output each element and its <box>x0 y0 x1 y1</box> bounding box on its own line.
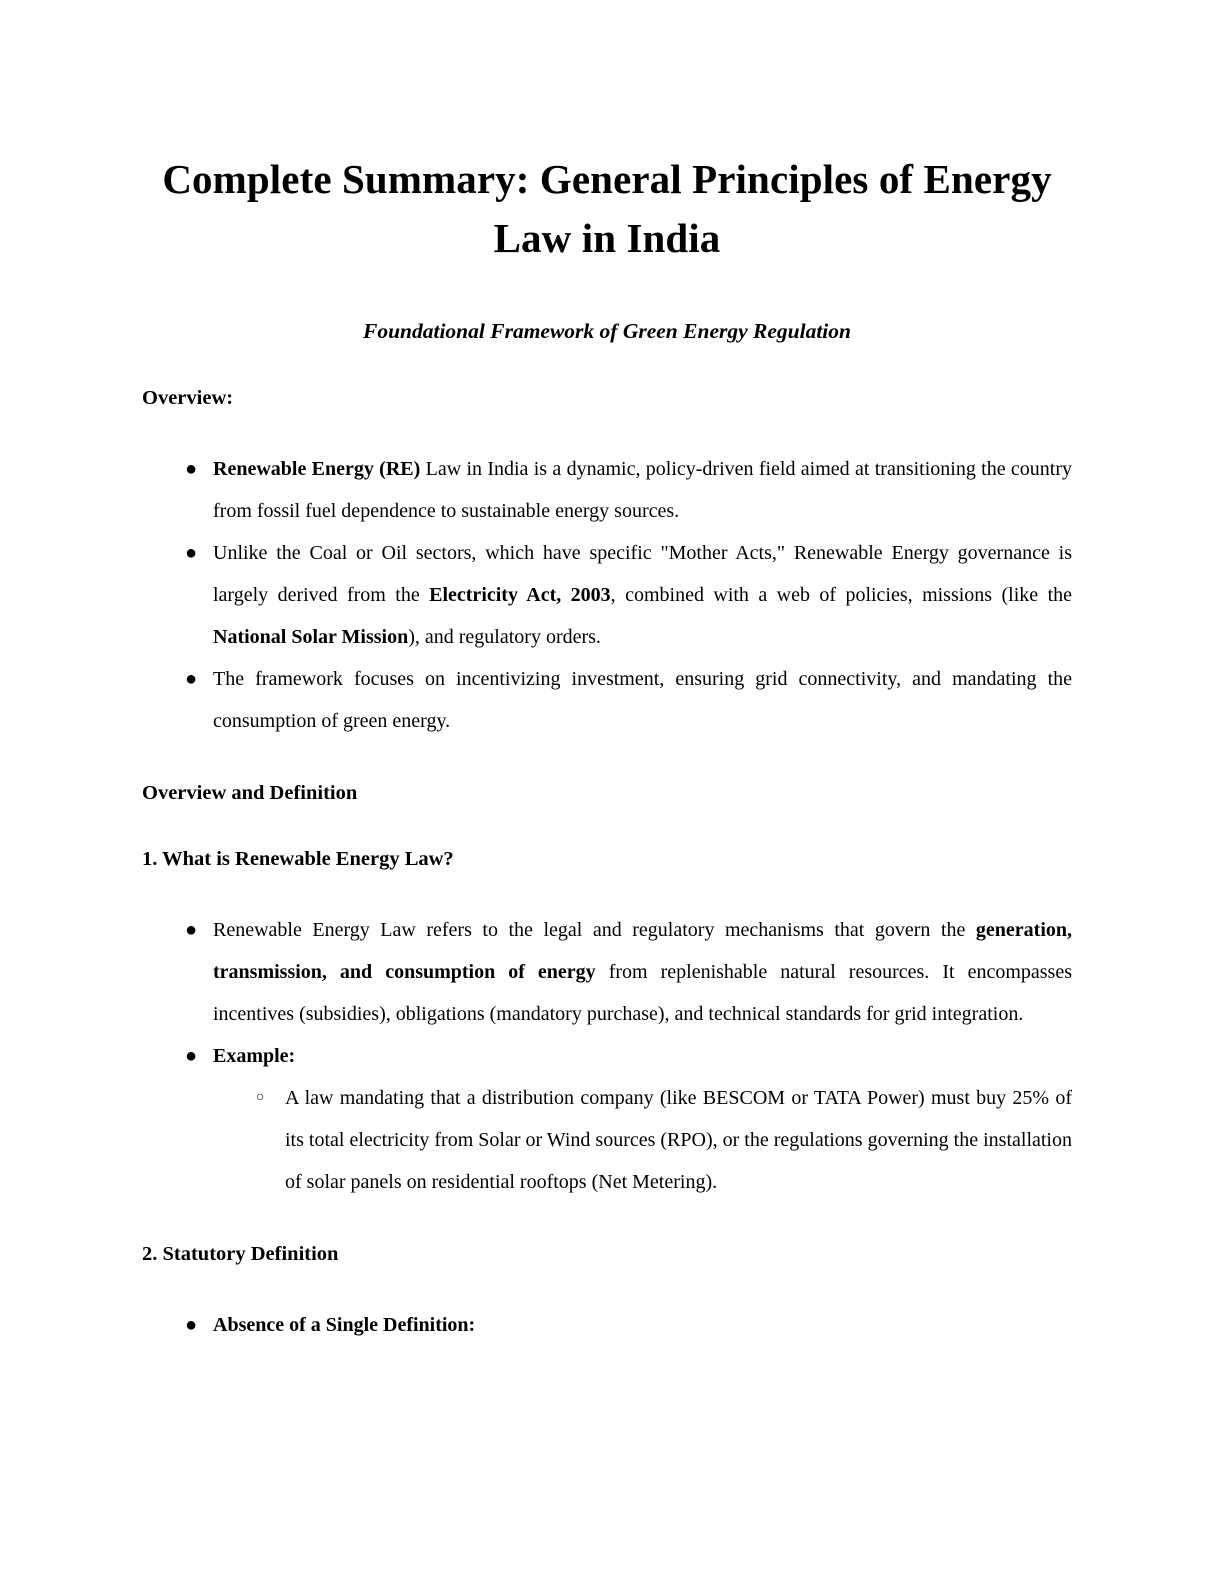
sub-list-wrapper <box>142 1077 1072 1203</box>
bullet-list <box>142 414 1072 742</box>
section-heading: 1. What is Renewable Energy Law? <box>142 848 454 871</box>
list-item <box>142 658 1072 742</box>
list-item <box>142 1304 1072 1346</box>
list-item-text: Renewable Energy Law refers to the legal and regulatory mechanisms that govern the generation, transmission, and consumption of energy from replenishable natural resources. It encompasses incentives (subsidies), obligations (mandatory purchase), and technical standards for grid integration. <box>213 919 1072 1026</box>
list-item-text <box>213 1035 1072 1077</box>
document-subtitle: Foundational Framework of Green Energy Regulation <box>362 318 851 343</box>
emphasis-text: Renewable Energy (RE) <box>213 457 421 480</box>
sub-list-item-text: A law mandating that a distribution company (like BESCOM or TATA Power) must buy 25% of its total electricity from Solar or Wind sources (RPO), or the regulations governing the installation of solar panels on residential rooftops (Net Metering). <box>285 1087 1072 1194</box>
document-body <box>142 0 1072 1346</box>
emphasis-text: generation, transmission, and consumption of energy <box>213 919 1072 984</box>
sub-list-item <box>142 1077 1072 1203</box>
list-item <box>142 448 1072 532</box>
bullet-marker-icon: ● <box>185 919 198 942</box>
bullet-marker-icon: ● <box>185 541 198 564</box>
emphasis-text: Absence of a Single Definition: <box>213 1313 476 1336</box>
emphasis-text: Electricity Act, 2003 <box>429 583 611 606</box>
sections-container <box>142 344 1072 1346</box>
list-item <box>142 1035 1072 1077</box>
emphasis-text: National Solar Mission <box>213 625 409 648</box>
list-item <box>142 909 1072 1035</box>
section-heading: Overview: <box>142 386 234 409</box>
list-item-text: Unlike the Coal or Oil sectors, which have specific "Mother Acts," Renewable Energy governance is largely derived from the Electricity Act, 2003, combined with a web of policies, missions (like the National Solar Mission), and regulatory orders. <box>213 541 1073 648</box>
list-item <box>142 532 1072 658</box>
sub-bullet-list <box>142 1077 1072 1203</box>
bullet-marker-icon: ● <box>185 667 198 690</box>
section-heading: 2. Statutory Definition <box>142 1243 339 1266</box>
bullet-marker-icon: ● <box>185 1045 198 1068</box>
sub-bullet-marker-icon: ○ <box>256 1090 265 1106</box>
bullet-list <box>142 875 1072 1203</box>
list-item-text: Renewable Energy (RE) Law in India is a dynamic, policy-driven field aimed at transitioning the country from fossil fuel dependence to sustainable energy sources. <box>213 457 1072 522</box>
list-item-text <box>213 1304 1072 1346</box>
bullet-list <box>142 1270 1072 1346</box>
emphasis-text: Example: <box>213 1045 296 1068</box>
section-heading: Overview and Definition <box>142 781 358 804</box>
page-title: Complete Summary: General Principles of Energy Law in India <box>162 156 1052 262</box>
list-item-text: The framework focuses on incentivizing investment, ensuring grid connectivity, and mandating the consumption of green energy. <box>213 667 1072 732</box>
bullet-marker-icon: ● <box>185 457 198 480</box>
bullet-marker-icon: ● <box>185 1313 198 1336</box>
